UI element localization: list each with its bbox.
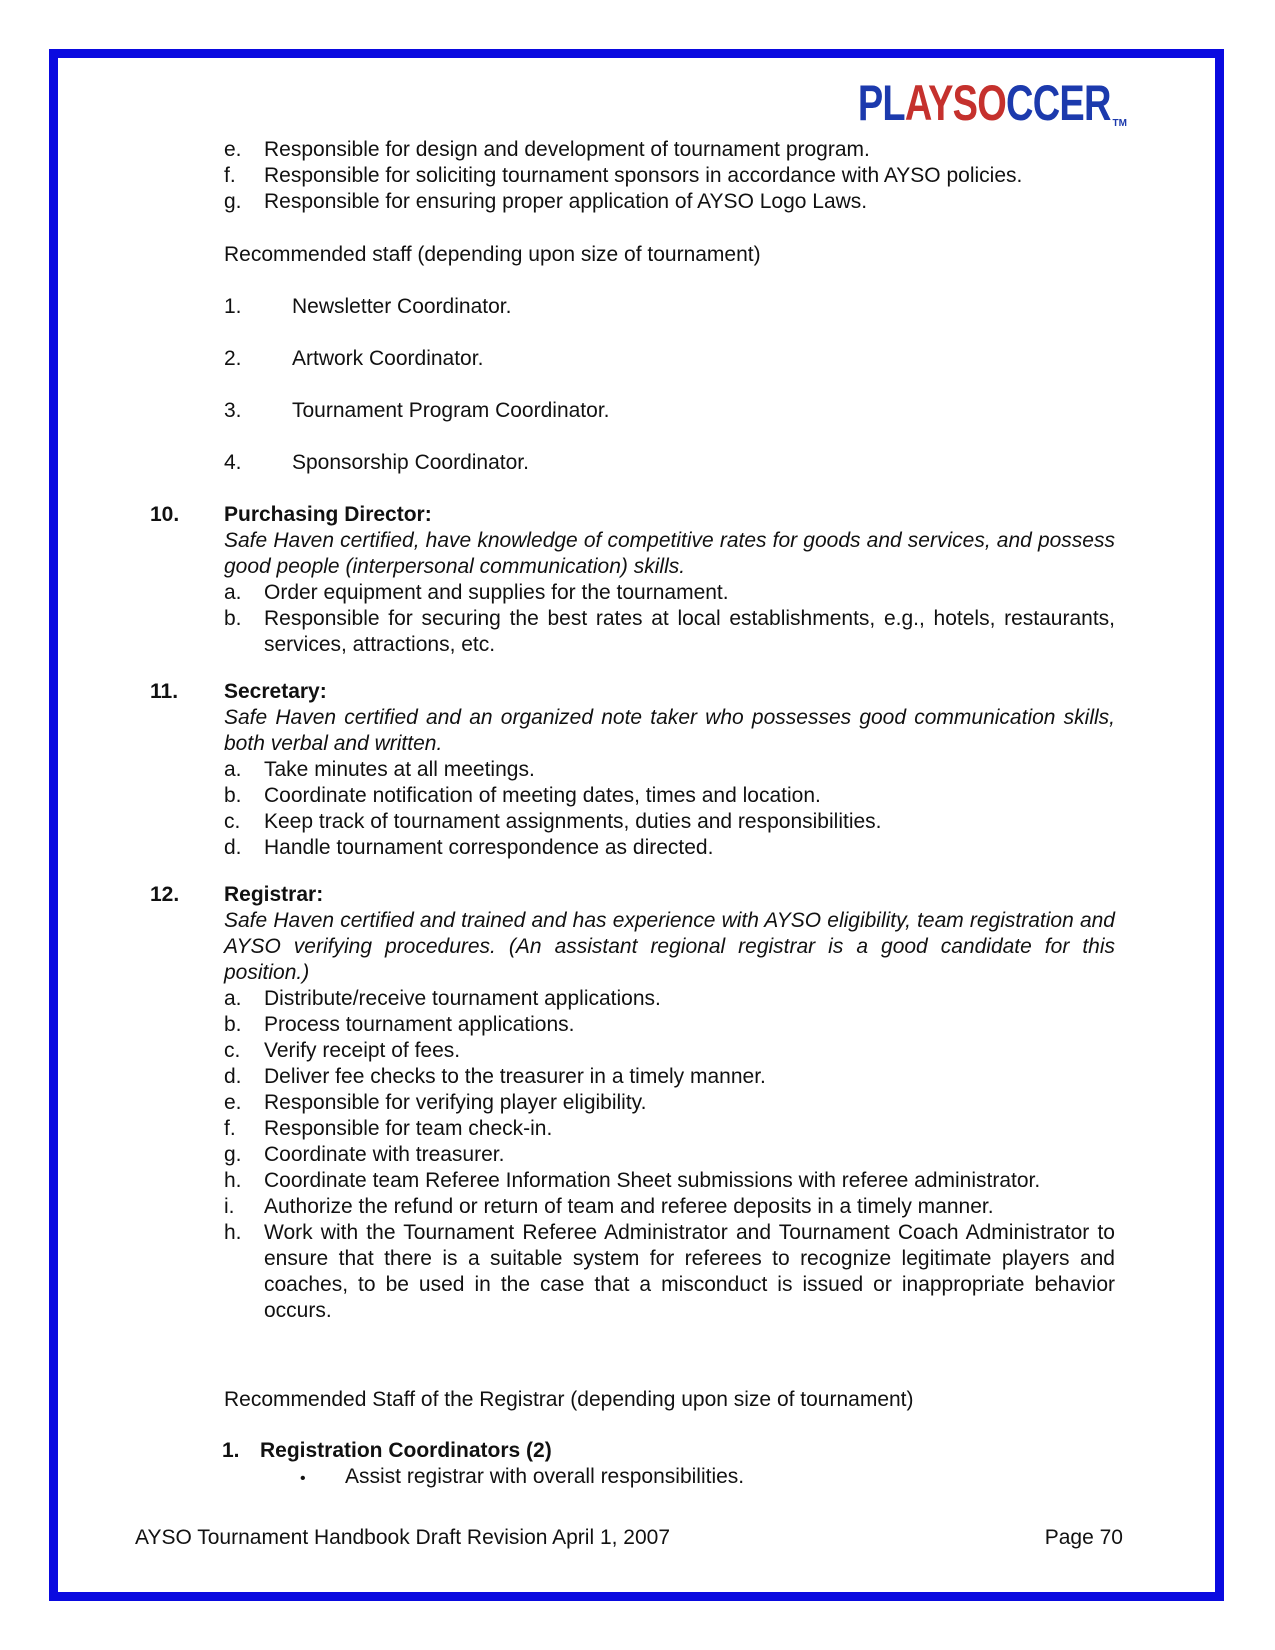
list-item <box>224 1194 1115 1220</box>
section-description: Safe Haven certified, have knowledge of competitive rates for goods and services, and possess good people (interpersonal communication) skills. <box>224 529 1115 578</box>
registrar-staff-item-number: 1. <box>222 1439 240 1462</box>
staff-item-number: 3. <box>224 399 242 422</box>
logo-part-pl: PL <box>857 75 905 131</box>
list-item-label: e. <box>224 1091 242 1114</box>
section-items <box>224 986 1115 1324</box>
list-item-label: a. <box>224 581 242 604</box>
list-item-label: h. <box>224 1221 242 1244</box>
staff-item-text: Tournament Program Coordinator. <box>292 399 610 422</box>
section-purchasing-director <box>150 502 1115 658</box>
list-item-label: f. <box>224 1117 236 1140</box>
playsoccer-logo <box>778 74 1127 132</box>
list-item <box>224 1038 1115 1064</box>
list-item <box>224 809 1115 835</box>
list-item-label: a. <box>224 758 242 781</box>
list-item-text: Work with the Tournament Referee Administrator and Tournament Coach Administrator to ensure that there is a suitable system for referees to recognize legitimate players and coaches, to be used in the case that a misconduct is issued or inappropriate behavior occurs. <box>264 1221 1115 1322</box>
recommended-staff-heading: Recommended staff (depending upon size of tournament) <box>224 243 761 266</box>
list-item <box>224 163 1115 189</box>
list-item-label: i. <box>224 1195 235 1218</box>
page-footer <box>135 1526 1123 1550</box>
footer-page-number: Page 70 <box>1044 1526 1123 1549</box>
footer-document-title: AYSO Tournament Handbook Draft Revision April 1, 2007 <box>135 1526 671 1549</box>
section-items <box>224 580 1115 658</box>
page-content <box>150 137 1115 1492</box>
list-item-text: Process tournament applications. <box>264 1013 575 1036</box>
list-item-label: g. <box>224 190 242 213</box>
list-item <box>224 757 1115 783</box>
list-item <box>224 137 1115 163</box>
list-item-text: Responsible for design and development of tournament program. <box>264 138 870 161</box>
registrar-staff-item <box>222 1438 1115 1464</box>
list-item-label: f. <box>224 164 236 187</box>
list-item-text: Responsible for securing the best rates at local establishments, e.g., hotels, restaurants, services, attractions, etc. <box>264 607 1115 656</box>
list-item <box>224 783 1115 809</box>
list-item-label: g. <box>224 1143 242 1166</box>
registrar-staff-bullet-item <box>300 1464 1115 1492</box>
list-item-label: c. <box>224 1039 241 1062</box>
section-description: Safe Haven certified and trained and has experience with AYSO eligibility, team registration and AYSO verifying procedures. (An assistant regional registrar is a good candidate for this position.) <box>224 909 1115 984</box>
section-heading <box>150 502 1115 528</box>
list-item-text: Authorize the refund or return of team and referee deposits in a timely manner. <box>264 1195 994 1218</box>
section-secretary <box>150 679 1115 861</box>
list-item-label: b. <box>224 607 242 630</box>
list-item <box>224 606 1115 658</box>
list-item <box>224 986 1115 1012</box>
staff-list-item <box>224 398 1115 424</box>
list-item-text: Coordinate team Referee Information Sheet submissions with referee administrator. <box>264 1169 1041 1192</box>
registrar-staff-item-title: Registration Coordinators (2) <box>260 1439 552 1462</box>
list-item-label: c. <box>224 810 241 833</box>
section-title: Purchasing Director: <box>224 503 432 526</box>
list-item-text: Handle tournament correspondence as directed. <box>264 836 714 859</box>
staff-list-item <box>224 346 1115 372</box>
section-number: 12. <box>150 883 180 906</box>
list-item-text: Distribute/receive tournament applications. <box>264 987 661 1010</box>
list-item-text: Responsible for soliciting tournament sponsors in accordance with AYSO policies. <box>264 164 1023 187</box>
registrar-staff-bullet-text: Assist registrar with overall responsibilities. <box>345 1465 745 1488</box>
list-item <box>224 1116 1115 1142</box>
section-description: Safe Haven certified and an organized note taker who possesses good communication skills, both verbal and written. <box>224 706 1115 755</box>
list-item-label: h. <box>224 1169 242 1192</box>
list-item <box>224 1220 1115 1324</box>
list-item-text: Deliver fee checks to the treasurer in a timely manner. <box>264 1065 766 1088</box>
list-item-text: Responsible for team check-in. <box>264 1117 553 1140</box>
staff-item-text: Artwork Coordinator. <box>292 347 484 370</box>
staff-list-item <box>224 294 1115 320</box>
section-number: 10. <box>150 503 180 526</box>
list-item <box>224 1012 1115 1038</box>
playsoccer-logo-text <box>858 74 1111 132</box>
list-item-label: e. <box>224 138 242 161</box>
section-registrar <box>150 882 1115 1324</box>
list-item <box>224 1142 1115 1168</box>
list-item-label: d. <box>224 836 242 859</box>
staff-item-number: 1. <box>224 295 242 318</box>
staff-item-text: Newsletter Coordinator. <box>292 295 512 318</box>
logo-part-ayso: AYSO <box>904 75 1006 131</box>
list-item <box>224 1090 1115 1116</box>
list-item <box>224 1064 1115 1090</box>
registrar-staff-heading: Recommended Staff of the Registrar (depending upon size of tournament) <box>224 1388 914 1411</box>
section-heading <box>150 679 1115 705</box>
section-number: 11. <box>150 680 179 703</box>
list-item-text: Coordinate with treasurer. <box>264 1143 505 1166</box>
list-item <box>224 580 1115 606</box>
section-heading <box>150 882 1115 908</box>
list-item-label: d. <box>224 1065 242 1088</box>
list-item-text: Order equipment and supplies for the tournament. <box>264 581 729 604</box>
list-item <box>224 835 1115 861</box>
section-title: Registrar: <box>224 883 324 906</box>
list-item-text: Coordinate notification of meeting dates, times and location. <box>264 784 821 807</box>
list-item-text: Responsible for ensuring proper application of AYSO Logo Laws. <box>264 190 868 213</box>
list-item <box>224 1168 1115 1194</box>
staff-list-item <box>224 450 1115 476</box>
section-items <box>224 757 1115 861</box>
list-item-label: b. <box>224 784 242 807</box>
staff-item-number: 2. <box>224 347 242 370</box>
section-title: Secretary: <box>224 680 327 703</box>
staff-item-text: Sponsorship Coordinator. <box>292 451 529 474</box>
staff-item-number: 4. <box>224 451 242 474</box>
list-item-label: b. <box>224 1013 242 1036</box>
bullet-icon: • <box>300 1470 306 1487</box>
list-item-text: Take minutes at all meetings. <box>264 758 535 781</box>
list-item-text: Responsible for verifying player eligibility. <box>264 1091 647 1114</box>
list-item-label: a. <box>224 987 242 1010</box>
list-item <box>224 189 1115 215</box>
logo-part-ccer: CCER <box>1005 75 1111 131</box>
list-item-text: Verify receipt of fees. <box>264 1039 461 1062</box>
trademark-symbol: TM <box>1112 118 1127 129</box>
list-item-text: Keep track of tournament assignments, duties and responsibilities. <box>264 810 882 833</box>
